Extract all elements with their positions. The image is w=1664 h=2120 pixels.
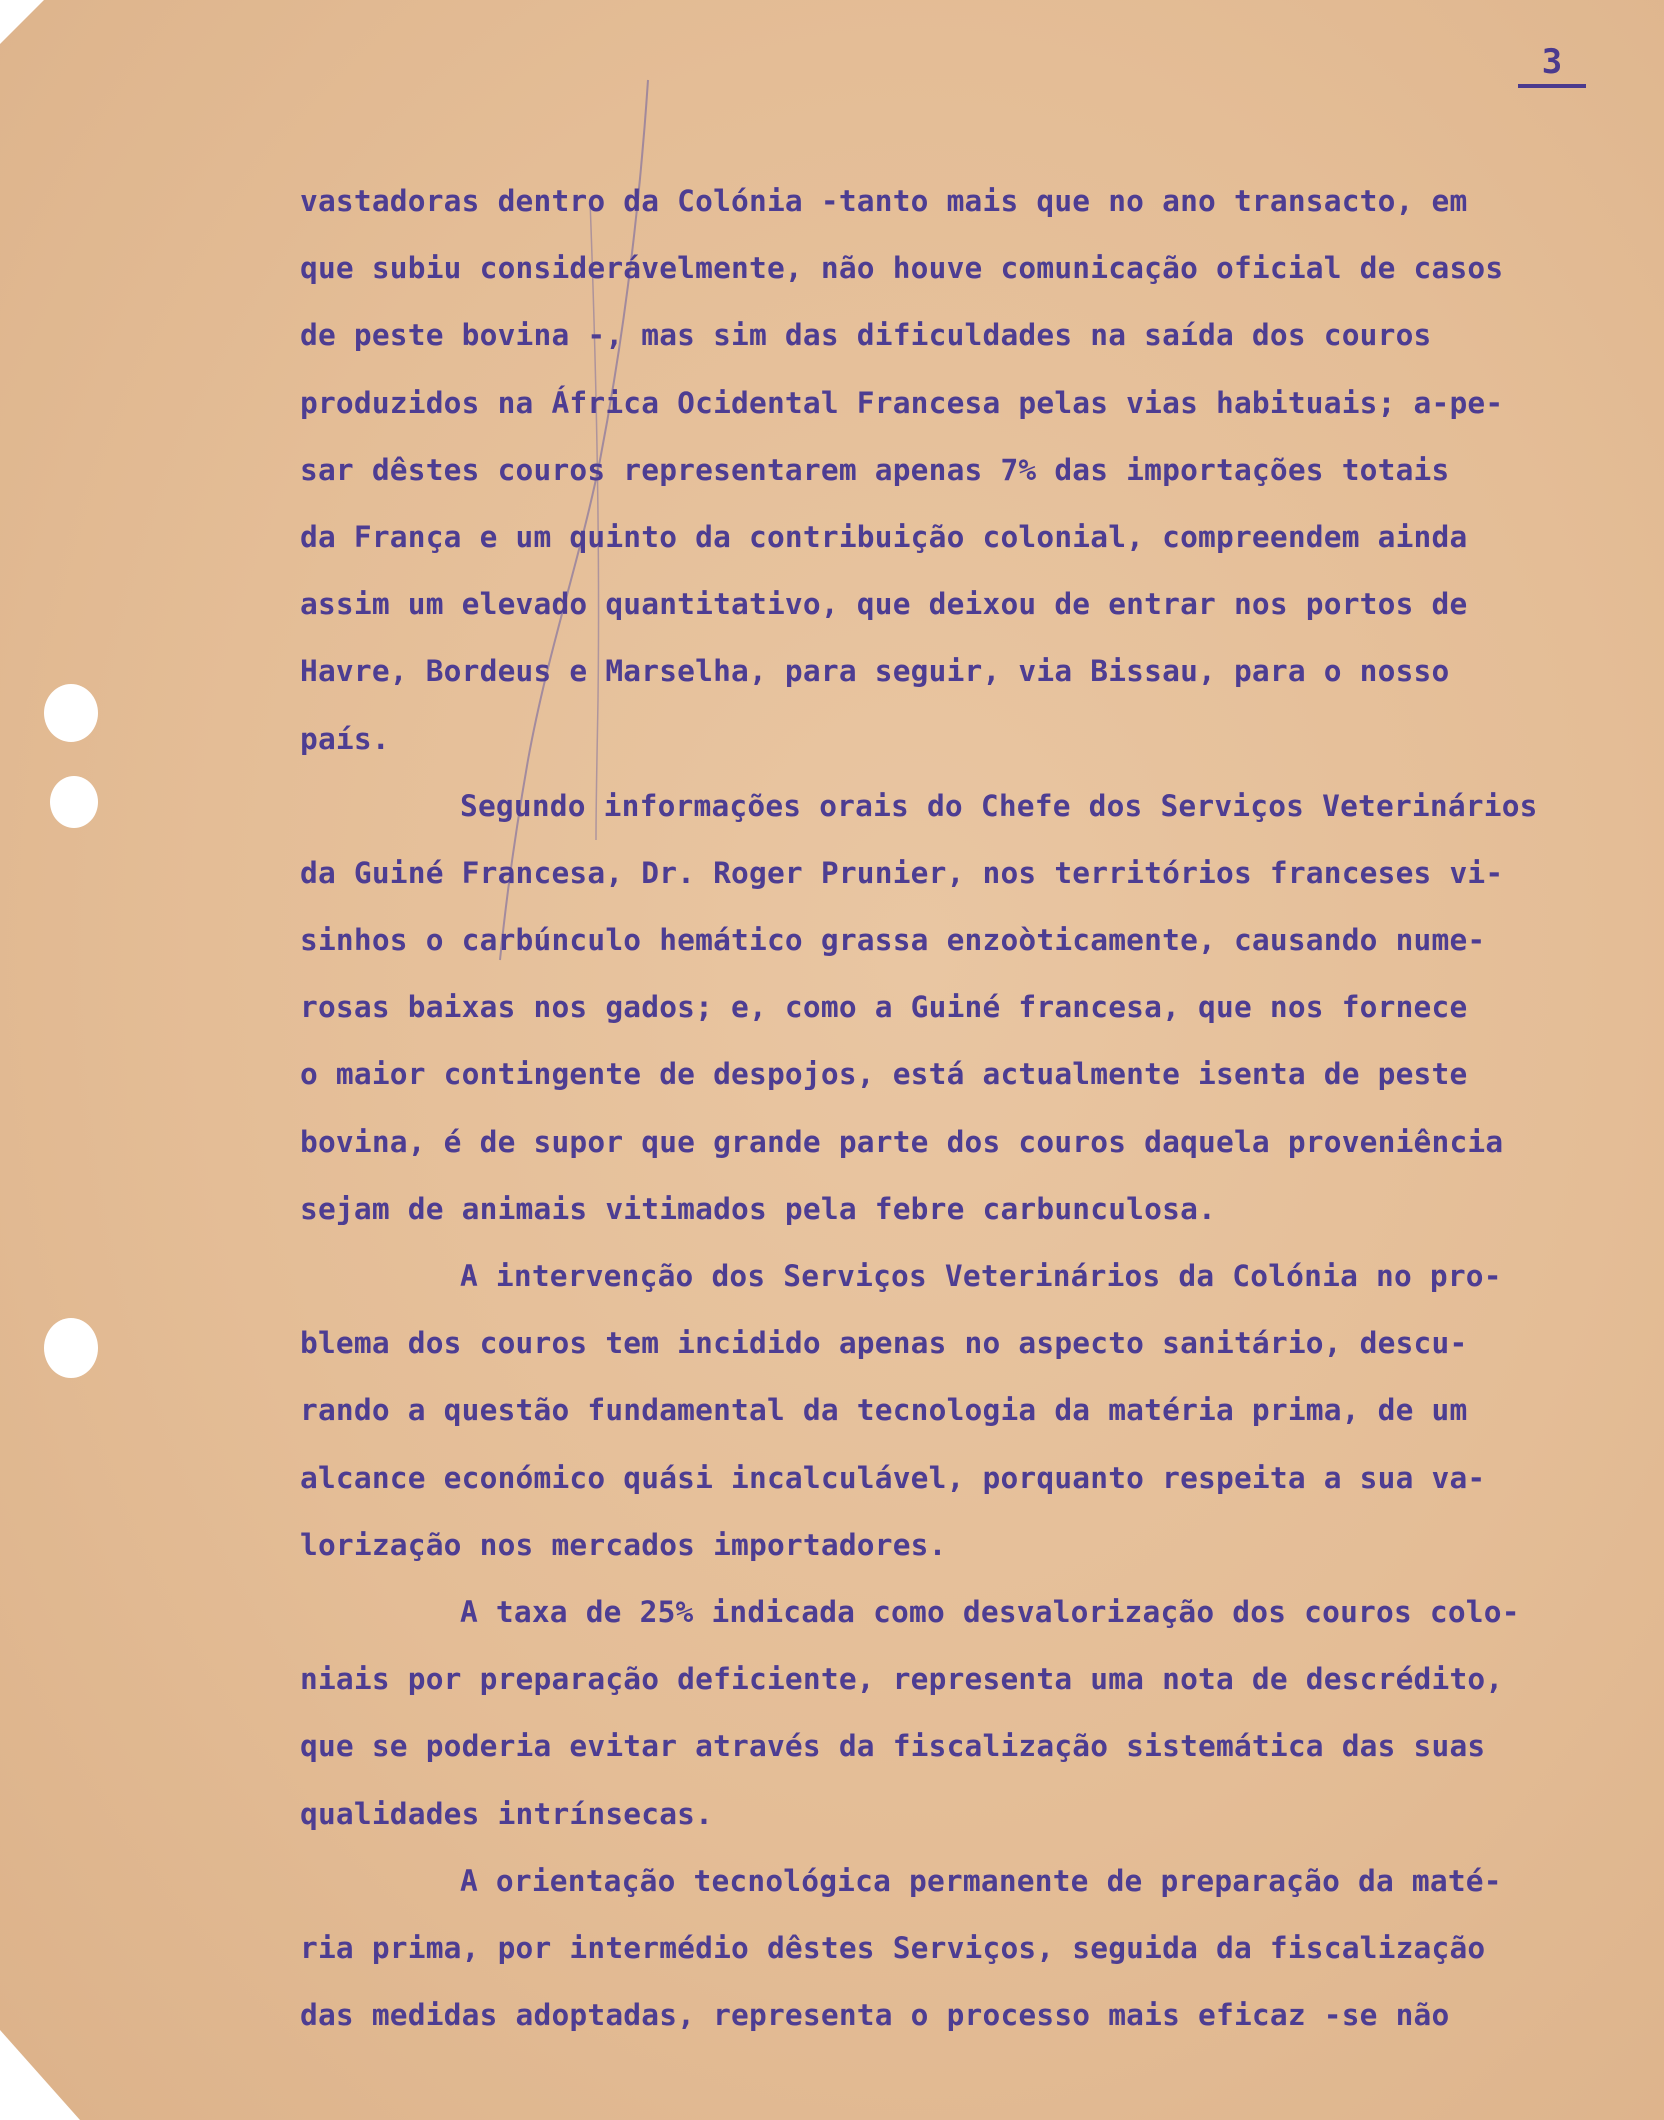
text-line: vastadoras dentro da Colónia -tanto mais que no ano transacto, em [300,184,1468,218]
text-line: qualidades intrínsecas. [300,1796,714,1831]
punch-hole [44,1318,98,1378]
text-line: lorização nos mercados importadores. [300,1527,947,1562]
torn-corner [0,0,44,44]
text-line: bovina, é de supor que grande parte dos couros daquela proveniência [300,1124,1504,1159]
text-line: produzidos na África Ocidental Francesa pelas vias habituais; a-pe- [300,385,1504,420]
text-line: A intervenção dos Serviços Veterinários da Colónia no pro- [460,1259,1502,1293]
text-line: ria prima, por intermédio dêstes Serviços, seguida da fiscalização [300,1930,1486,1965]
text-line: assim um elevado quantitativo, que deixou de entrar nos portos de [300,587,1468,622]
text-line: país. [300,721,390,756]
text-line: rando a questão fundamental da tecnologia da matéria prima, de um [300,1393,1468,1428]
punch-hole [50,776,98,828]
text-line: da França e um quinto da contribuição colonial, compreendem ainda [300,519,1468,554]
text-line: alcance económico quási incalculável, porquanto respeita a sua va- [300,1460,1486,1495]
text-line: sar dêstes couros representarem apenas 7% das importações totais [300,452,1450,487]
text-line: da Guiné Francesa, Dr. Roger Prunier, nos territórios franceses vi- [300,855,1504,890]
folded-corner [0,2030,80,2120]
text-line: Havre, Bordeus e Marselha, para seguir, via Bissau, para o nosso [300,654,1450,689]
text-line: que subiu considerávelmente, não houve comunicação oficial de casos [300,251,1504,286]
body-text [300,168,1640,2049]
text-line: sinhos o carbúnculo hemático grassa enzoòticamente, causando nume- [300,923,1486,958]
text-line: A taxa de 25% indicada como desvalorização dos couros colo- [460,1594,1520,1629]
text-line: A orientação tecnológica permanente de preparação da maté- [460,1863,1502,1898]
text-line: o maior contingente de despojos, está actualmente isenta de peste [300,1057,1468,1092]
text-line: que se poderia evitar através da fiscalização sistemática das suas [300,1729,1486,1764]
text-line: blema dos couros tem incidido apenas no aspecto sanitário, descu- [300,1326,1468,1361]
text-line: rosas baixas nos gados; e, como a Guiné francesa, que nos fornece [300,990,1468,1025]
page-number: 3 [1518,40,1586,88]
text-line: Segundo informações orais do Chefe dos Serviços Veterinários [460,788,1538,823]
punch-hole [44,684,98,742]
text-line: de peste bovina -, mas sim das dificuldades na saída dos couros [300,318,1432,353]
text-line: sejam de animais vitimados pela febre carbunculosa. [300,1191,1216,1226]
text-line: niais por preparação deficiente, representa uma nota de descrédito, [300,1662,1504,1697]
text-line: das medidas adoptadas, representa o processo mais eficaz -se não [300,1998,1450,2033]
